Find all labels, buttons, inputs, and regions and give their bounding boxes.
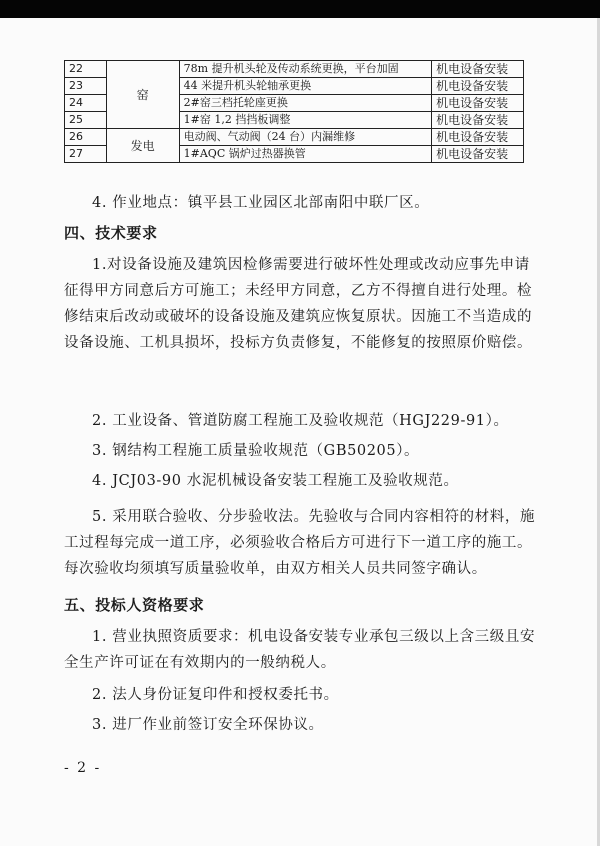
technical-item-3: 3. 钢结构工程施工质量验收规范（GB50205）。 — [92, 443, 420, 459]
work-type: 机电设备安装 — [432, 95, 524, 112]
work-item: 2#窑三档托轮座更换 — [179, 95, 432, 112]
table-row — [65, 129, 524, 146]
work-item: 1#AQC 锅炉过热器换管 — [179, 146, 432, 163]
qualification-item-3: 3. 进厂作业前签订安全环保协议。 — [92, 717, 324, 733]
category-cell: 窑 — [106, 61, 179, 129]
work-item: 电动阀、气动阀（24 台）内漏维修 — [179, 129, 432, 146]
technical-item-5: 5. 采用联合验收、分步验收法。先验收与合同内容相符的材料，施工过程每完成一道工序，必须验收合格后方可进行下一道工序的施工。每次验收均须填写质量验收单，由双方相关人员共同签字确认。 — [64, 509, 536, 577]
row-number: 26 — [65, 129, 107, 146]
page-number: - 2 - — [64, 760, 102, 776]
work-items-table — [64, 60, 524, 163]
row-number: 27 — [65, 146, 107, 163]
work-type: 机电设备安装 — [432, 129, 524, 146]
section-heading-qualification: 五、投标人资格要求 — [64, 596, 205, 614]
row-number: 22 — [65, 61, 107, 78]
work-type: 机电设备安装 — [432, 61, 524, 78]
row-number: 25 — [65, 112, 107, 129]
work-type: 机电设备安装 — [432, 112, 524, 129]
qualification-item-1: 1. 营业执照资质要求：机电设备安装专业承包三级以上含三级且安全生产许可证在有效期内的一般纳税人。 — [64, 629, 536, 671]
category-cell: 发电 — [106, 129, 179, 163]
top-dark-band — [0, 0, 600, 18]
work-type: 机电设备安装 — [432, 146, 524, 163]
work-item: 78m 提升机头轮及传动系统更换，平台加固 — [179, 61, 432, 78]
work-item: 1#窑 1,2 挡挡板调整 — [179, 112, 432, 129]
row-number: 24 — [65, 95, 107, 112]
technical-item-4: 4. JCJ03-90 水泥机械设备安装工程施工及验收规范。 — [92, 473, 459, 489]
technical-item-1: 1.对设备设施及建筑因检修需要进行破坏性处理或改动应事先申请征得甲方同意后方可施工；未经甲方同意，乙方不得擅自进行处理。检修结束后改动或破坏的设备设施及建筑应恢复原状。因施工不当造成的设备设施、工机具损坏，投标方负责修复，不能修复的按照原价赔偿。 — [64, 257, 533, 351]
work-type: 机电设备安装 — [432, 78, 524, 95]
qualification-item-2: 2. 法人身份证复印件和授权委托书。 — [92, 687, 339, 703]
technical-item-2: 2. 工业设备、管道防腐工程施工及验收规范（HGJ229-91）。 — [92, 413, 509, 429]
row-number: 23 — [65, 78, 107, 95]
section-heading-technical: 四、技术要求 — [64, 224, 158, 242]
work-item: 44 米提升机头轮轴承更换 — [179, 78, 432, 95]
table-row — [65, 61, 524, 78]
work-location: 4. 作业地点：镇平县工业园区北部南阳中联厂区。 — [92, 195, 430, 211]
